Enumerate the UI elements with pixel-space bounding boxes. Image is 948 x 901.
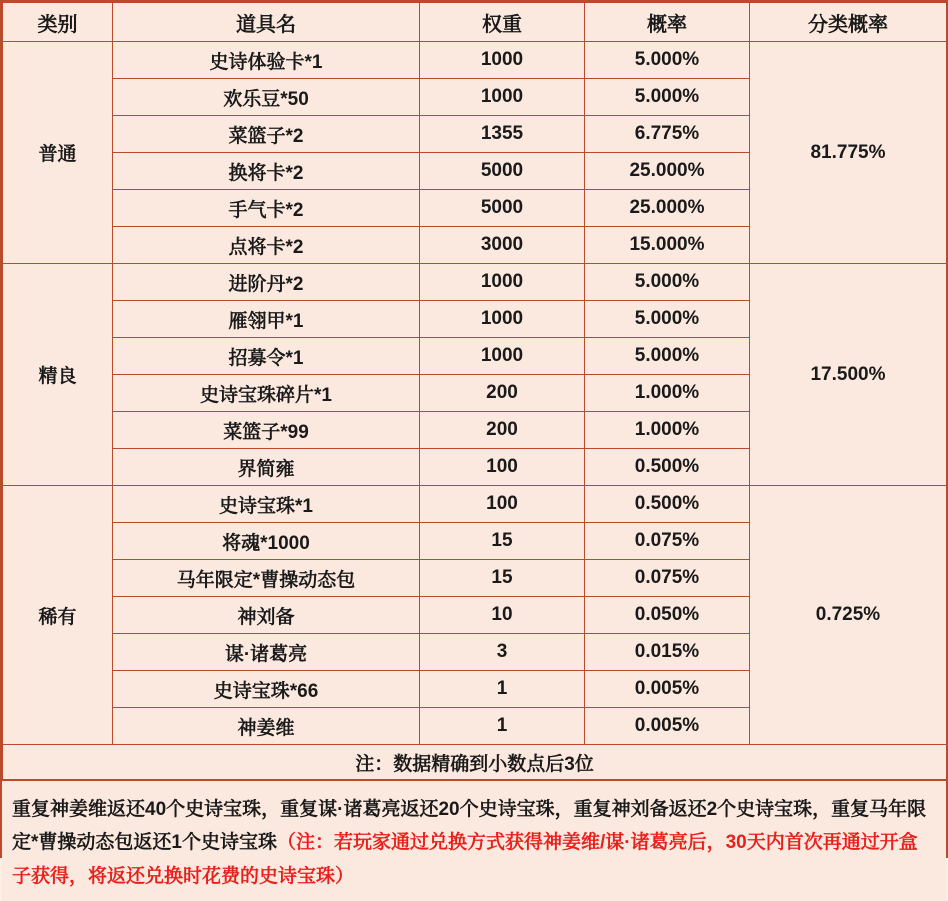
probability-cell: 0.075% (585, 560, 750, 597)
probability-cell: 0.005% (585, 671, 750, 708)
probability-cell: 25.000% (585, 153, 750, 190)
return-policy-text: 重复神姜维返还40个史诗宝珠，重复谋·诸葛亮返还20个史诗宝珠，重复神刘备返还2个史诗宝珠，重复马年限定*曹操动态包返还1个史诗宝珠 (12, 799, 927, 854)
probability-cell: 0.075% (585, 523, 750, 560)
probability-cell: 0.500% (585, 449, 750, 486)
weight-cell: 1 (420, 671, 585, 708)
item-name-cell: 菜篮子*2 (113, 116, 420, 153)
item-name-cell: 雁翎甲*1 (113, 301, 420, 338)
item-name-cell: 进阶丹*2 (113, 264, 420, 301)
category-probability-cell-common: 81.775% (750, 42, 947, 264)
category-probability-cell-rare: 0.725% (750, 486, 947, 745)
weight-cell: 5000 (420, 190, 585, 227)
probability-cell: 5.000% (585, 338, 750, 375)
category-cell-rare: 稀有 (3, 486, 113, 745)
probability-cell: 0.005% (585, 708, 750, 745)
probability-cell: 25.000% (585, 190, 750, 227)
table-header-row (3, 3, 947, 42)
return-policy-footer (2, 780, 946, 901)
probability-cell: 5.000% (585, 79, 750, 116)
category-probability-cell-fine: 17.500% (750, 264, 947, 486)
weight-cell: 1000 (420, 79, 585, 116)
item-name-cell: 招募令*1 (113, 338, 420, 375)
weight-cell: 10 (420, 597, 585, 634)
probability-cell: 5.000% (585, 264, 750, 301)
weight-cell: 1000 (420, 42, 585, 79)
table-row (3, 486, 947, 523)
probability-cell: 0.500% (585, 486, 750, 523)
item-name-cell: 神姜维 (113, 708, 420, 745)
item-name-cell: 史诗宝珠*66 (113, 671, 420, 708)
category-cell-fine: 精良 (3, 264, 113, 486)
header-probability: 概率 (585, 3, 750, 42)
table-row (3, 42, 947, 79)
item-name-cell: 马年限定*曹操动态包 (113, 560, 420, 597)
item-name-cell: 菜篮子*99 (113, 412, 420, 449)
probability-cell: 0.050% (585, 597, 750, 634)
table-body (3, 42, 947, 780)
weight-cell: 3000 (420, 227, 585, 264)
probability-cell: 5.000% (585, 301, 750, 338)
header-item-name: 道具名 (113, 3, 420, 42)
table-note-row (3, 745, 947, 780)
item-name-cell: 欢乐豆*50 (113, 79, 420, 116)
weight-cell: 200 (420, 412, 585, 449)
probability-cell: 5.000% (585, 42, 750, 79)
weight-cell: 1355 (420, 116, 585, 153)
probability-cell: 0.015% (585, 634, 750, 671)
item-name-cell: 将魂*1000 (113, 523, 420, 560)
weight-cell: 1 (420, 708, 585, 745)
item-name-cell: 界简雍 (113, 449, 420, 486)
weight-cell: 100 (420, 449, 585, 486)
item-name-cell: 史诗宝珠碎片*1 (113, 375, 420, 412)
header-category: 类别 (3, 3, 113, 42)
return-policy-highlight: （注：若玩家通过兑换方式获得神姜维/谋·诸葛亮后，30天内首次再通过开盒子获得，将返还兑换时花费的史诗宝珠） (12, 832, 918, 887)
probability-cell: 1.000% (585, 375, 750, 412)
weight-cell: 200 (420, 375, 585, 412)
probability-cell: 15.000% (585, 227, 750, 264)
header-category-probability: 分类概率 (750, 3, 947, 42)
item-name-cell: 谋·诸葛亮 (113, 634, 420, 671)
item-name-cell: 史诗宝珠*1 (113, 486, 420, 523)
weight-cell: 3 (420, 634, 585, 671)
probability-cell: 6.775% (585, 116, 750, 153)
weight-cell: 15 (420, 560, 585, 597)
item-name-cell: 神刘备 (113, 597, 420, 634)
weight-cell: 5000 (420, 153, 585, 190)
weight-cell: 1000 (420, 338, 585, 375)
item-name-cell: 换将卡*2 (113, 153, 420, 190)
category-cell-common: 普通 (3, 42, 113, 264)
item-name-cell: 手气卡*2 (113, 190, 420, 227)
weight-cell: 1000 (420, 301, 585, 338)
table-row (3, 264, 947, 301)
probability-cell: 1.000% (585, 412, 750, 449)
weight-cell: 1000 (420, 264, 585, 301)
precision-note: 注：数据精确到小数点后3位 (3, 745, 947, 780)
weight-cell: 15 (420, 523, 585, 560)
weight-cell: 100 (420, 486, 585, 523)
item-name-cell: 史诗体验卡*1 (113, 42, 420, 79)
loot-probability-table (2, 2, 947, 780)
header-weight: 权重 (420, 3, 585, 42)
item-name-cell: 点将卡*2 (113, 227, 420, 264)
